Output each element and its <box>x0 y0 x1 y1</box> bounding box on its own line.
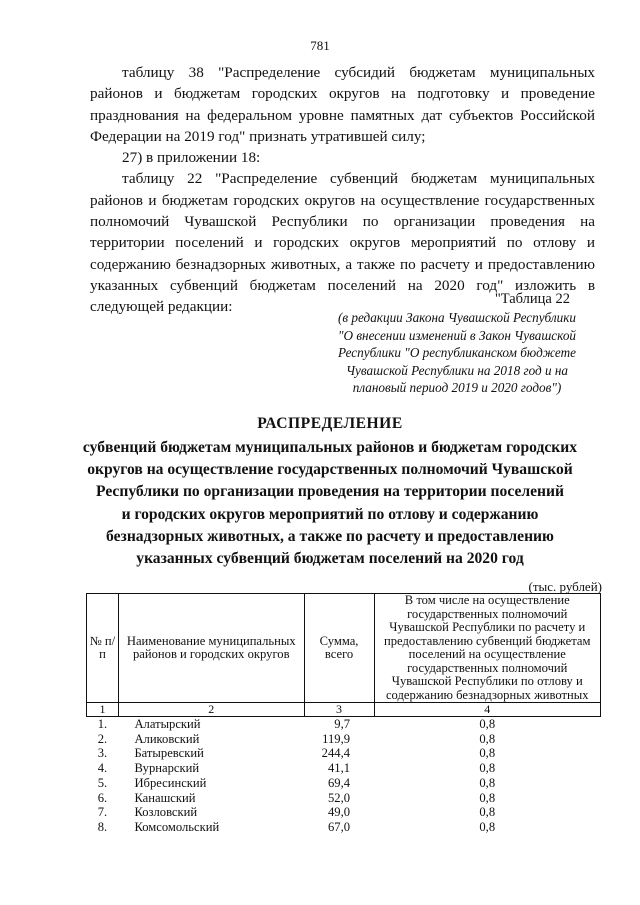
row-sum: 119,9 <box>322 731 351 746</box>
title-subtitle <box>80 437 580 570</box>
row-number: 4. <box>97 761 108 776</box>
subventions-table <box>86 593 601 835</box>
row-sum: 52,0 <box>327 790 351 805</box>
row-district: Вурнарский <box>134 761 200 776</box>
row-district: Козловский <box>134 805 198 820</box>
title-line: субвенций бюджетам муниципальных районов и бюджетам городских <box>82 439 578 456</box>
row-sum: 69,4 <box>327 775 351 790</box>
row-district: Аликовский <box>134 731 200 746</box>
row-part: 0,8 <box>479 805 496 820</box>
row-number: 2. <box>97 731 108 746</box>
row-sum: 244,4 <box>321 746 351 761</box>
column-number: 2 <box>118 703 304 717</box>
table-row <box>87 776 601 791</box>
note-line: Чувашской Республики на 2018 год и на <box>345 362 569 378</box>
row-number: 8. <box>97 819 108 834</box>
column-number: 4 <box>374 703 600 717</box>
row-district: Алатырский <box>134 717 201 731</box>
row-part: 0,8 <box>479 746 496 761</box>
page-number: 781 <box>310 38 330 53</box>
note-head: "Таблица 22 <box>494 291 570 307</box>
table-row <box>87 732 601 747</box>
row-part: 0,8 <box>479 731 496 746</box>
title-line: указанных субвенций бюджетам поселений на 2020 год <box>136 550 524 568</box>
row-district: Батыревский <box>134 746 204 761</box>
table-row <box>87 791 601 806</box>
row-number: 6. <box>97 790 108 805</box>
table-row <box>87 820 601 835</box>
column-number: 1 <box>87 703 119 717</box>
title-line: округов на осуществление государственных полномочий Чувашской <box>87 461 573 479</box>
table-title <box>80 413 580 570</box>
row-sum: 41,1 <box>327 761 351 776</box>
note-line: "О внесении изменений в Закон Чувашской <box>337 327 577 343</box>
table-row <box>87 761 601 776</box>
header-name: Наименование муниципальных районов и городских округов <box>118 594 304 703</box>
header-row <box>87 594 601 703</box>
row-part: 0,8 <box>479 717 496 731</box>
header-sum: Сумма, всего <box>304 594 374 703</box>
row-number: 1. <box>97 717 108 731</box>
row-part: 0,8 <box>479 775 496 790</box>
column-number-row <box>87 703 601 717</box>
row-sum: 49,0 <box>327 805 351 820</box>
row-number: 3. <box>97 746 108 761</box>
title-line: и городских округов мероприятий по отлову и содержанию <box>121 505 539 523</box>
column-number: 3 <box>304 703 374 717</box>
note-body <box>300 309 600 397</box>
note-line: плановый период 2019 и 2020 годов") <box>352 380 562 395</box>
body-text <box>90 62 595 318</box>
paragraph-table-38: таблицу 38 "Распределение субсидий бюджетам муниципальных районов и бюджетам городских округов на подготовку и проведение празднования на федеральном уровне памятных дат субъектов Российской Федерации на 2019 год" признать утратившей силу; <box>90 64 595 145</box>
note-line: Республики "О республиканском бюджете <box>338 345 576 360</box>
table-row <box>87 805 601 820</box>
paragraph-appendix-18: 27) в приложении 18: <box>122 149 261 167</box>
row-district: Ибресинский <box>134 775 207 790</box>
row-district: Комсомольский <box>134 819 220 834</box>
row-number: 7. <box>97 805 108 820</box>
table-row <box>87 717 601 732</box>
table-note <box>300 290 600 397</box>
row-part: 0,8 <box>479 761 496 776</box>
row-district: Канашский <box>134 790 196 805</box>
title-line: безнадзорных животных, а также по расчету и предоставлению <box>106 527 554 545</box>
header-part: В том числе на осуществление государственных полномочий Чувашской Республики по расчету и предоставлению субвенций бюджетам поселений на осуществление государственных полномочий Чувашской Республики по отлову и содержанию безнадзорных животных <box>374 594 600 703</box>
table-row <box>87 746 601 761</box>
units-label: (тыс. рублей) <box>528 579 602 594</box>
row-number: 5. <box>97 775 108 790</box>
row-part: 0,8 <box>479 819 496 834</box>
title-main: РАСПРЕДЕЛЕНИЕ <box>257 415 403 432</box>
title-line: Республики по организации проведения на территории поселений <box>96 483 564 501</box>
row-part: 0,8 <box>479 790 496 805</box>
paragraph-table-22: таблицу 22 "Распределение субвенций бюджетам муниципальных районов и бюджетам городских округов на осуществление государственных полномочий Чувашской Республики по организации проведения на территории поселений и городских округов мероприятий по отлову и содержанию безнадзорных животных, а также по расчету и предоставлению указанных субвенций бюджетам поселений на 2020 год" изложить в следующей редакции: <box>90 170 595 316</box>
header-number: № п/п <box>87 594 119 703</box>
note-line: (в редакции Закона Чувашской Республики <box>338 310 576 325</box>
row-sum: 67,0 <box>327 819 351 834</box>
row-sum: 9,7 <box>334 717 351 731</box>
